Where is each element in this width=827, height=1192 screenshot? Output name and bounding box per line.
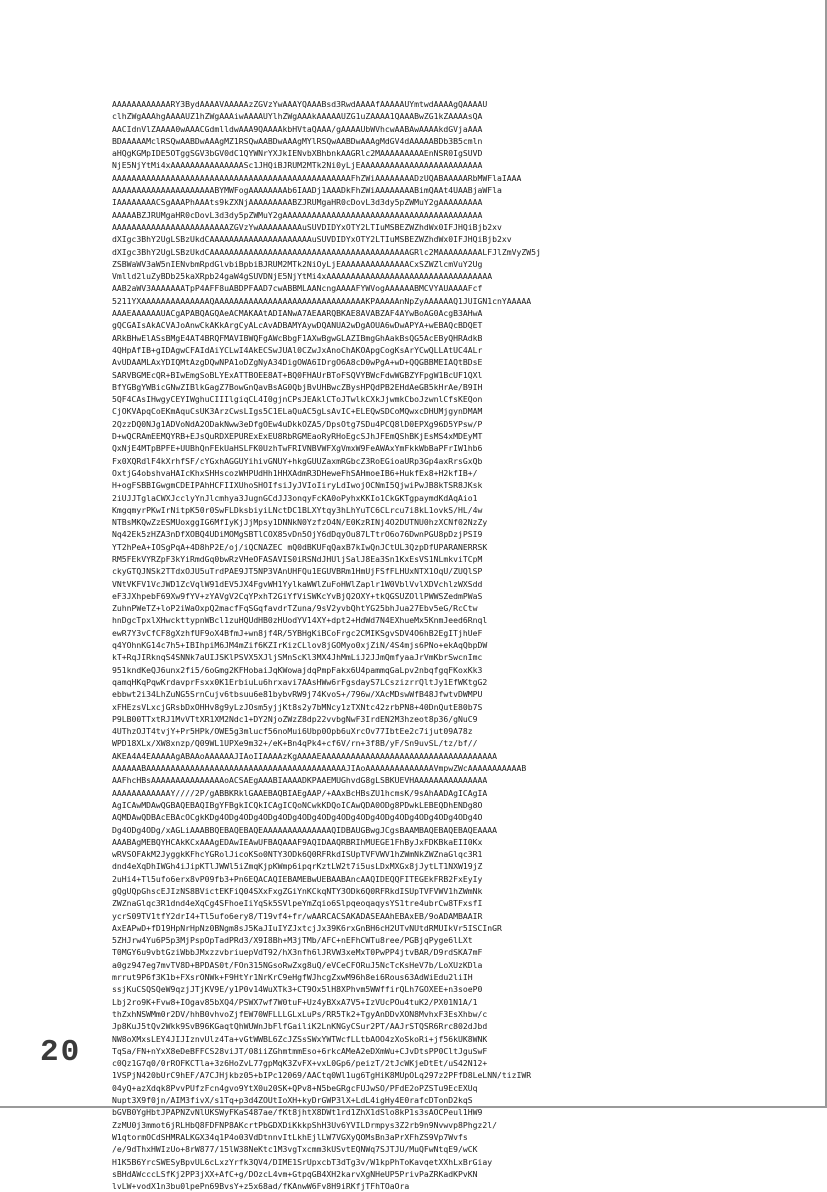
text-line: QxNjE4MTpBPFE+UUBhQnFEkUaHSLFK0UzhTwFRIVNBVWFXgVmxW9FeAWAxYmFkkWbBaPFrIW1hb6	[112, 443, 483, 454]
text-line: kT+RqJIRknqS4SNNk7aUIJSKlPSVX5XJljSMnScKl3MX4JhMmLiJ2JJmQmfyaaJrVmKbrSwcnImc	[112, 652, 483, 663]
text-line: ycrS09TV1tfY2drI4+Tl5ufo6ery8/T19vf4+fr/wAARCACSAKADASEAAhEBAxEB/9oADAMBAAIR	[112, 910, 483, 921]
text-line: Nupt3X9f0jn/AIM3fivX/s1Tq+p3d4ZOUtIoXH+kyDrGWP3lX+LdL4igHy4E0rafcDTonD2kqS	[112, 1095, 473, 1106]
text-line: NjE5NjYtMi4xAAAAAAAAAAAAAAASc1JHQiBJRUM2MTk2Ni0yLjEAAAAAAAAAAAAAAAAAAAAAAAAA	[112, 160, 483, 171]
text-line: wRVSOFAkM2JyggkKFhcYGRolJicoKSo0NTY3ODk6Q0RFRkdISUpTVFVWV1hZWmNkZWZnaGlqc3R1	[112, 849, 483, 860]
text-line: eF3JXhpebF69Xw9fYV+zYAVgV2CqYPxhT2GiYfViSWKcYvBjQ2OXY+tkQGSUZOllPWWSZedmPWaS	[112, 590, 483, 601]
text-line: 2iUJJTglaCWXJcclyYnJlcmhya3JugnGCdJJ3onqyFcKA0oPyhxKKIo1CkGKTgpaymdKdAqAio1	[112, 492, 478, 503]
text-line: xFHEzsVLxcjGRsbDxOHHv8g9yLzJOsm5yjjKt8s2y7bMNcy1zTXNtc42zrbPN8+40DnQutE80b7S	[112, 701, 483, 712]
text-line: Lbj2ro9K+Fvw8+IOgav85bXQ4/PSWX7wf7W0tuF+Uz4yBXxA7V5+IzVUcPOu4tuK2/PX01N1A/1	[112, 996, 478, 1007]
text-line: sBHdAWcccLSfKj2PP3jXX+AfC+g/DOzcL4vm+GtpqGB4XH2karvXgNHeUP5PrivPaZRKadKPvKN	[112, 1168, 478, 1179]
text-line: c0Qz1G7q0/0rROFKCTla+3z6HoZvL77gpMqK3ZvFX+vxL0Gp6/peizT/2tJcWKjeDtEt/uS42N12+	[112, 1058, 488, 1069]
text-line: OxtjG4obshvaHAIcKhxSHHscozWHPUdHh1HHXAdmR3DHeweFhSAHmoeIB6+HukfEx8+H2kfIB+/	[112, 467, 478, 478]
text-line: bGVB0YgHbtJPAPNZvNlUKSWyFKaS487ae/fKt8jhtX8DWt1rd1ZhX1dSlo8kP1s3sAOCPeul1HW9	[112, 1107, 483, 1118]
text-line: AAAAAABAAAAAAAAAAAAAAAAAAAAAAAAAAAAAAAAAAAAAAAAAJIAoAAAAAAAAAAAAAAVmpwZWcAAAAAAAAAAAB	[112, 763, 527, 774]
text-line: gQCGAIsAkACVAJoAnwCkAKkArgCyALcAvADBAMYAywDQANUA2wDgAOUA6wDwAPYA+wEBAQcBDQET	[112, 320, 483, 331]
text-line: AAAAABZJRUMgaHR0cDovL3d3dy5pZWMuY2gAAAAAAAAAAAAAAAAAAAAAAAAAAAAAAAAAAAAAAAAA	[112, 209, 483, 220]
text-line: P9LB00TTxtRJ1MvVTtXR1XM2Ndc1+DY2NjoZWzZ8dp22vvbgNwF3IrdEN2M3hzeot8p36/gNuC9	[112, 713, 478, 724]
text-line: NW8oXMxsLEY4JIJIznvUlz4Ta+vGtWWBL6ZcJZSsSWxYWTWcfLLtbAOO4zXoSkoRi+jf56kUK8WNK	[112, 1033, 488, 1044]
text-line: AAAAAAAAAAAAAAAAAAAAAAAAZGVzYwAAAAAAAAAuSUVDIDYxOTY2LTIuMSBEZWZhdWx0IFJHQiBjb2xv	[112, 221, 502, 232]
text-line: AAAAAAAAAAAAY////2P/gABBKRklGAAEBAQBIAEgAAP/+AAxBcHBsZU1hcmsK/9sAhAADAgICAgIA	[112, 787, 488, 798]
text-line: WPD18XLx/XW8xnzp/Q09WL1UPXe9m32+/eK+Bn4qPk4+cf6V/rn+3f8B/yF/Sn9uvSL/tz/bf//	[112, 738, 478, 749]
text-line: W1qtormOCdSHMRALKGX34q1P4o03VdDtnnvItLkhEjlLW7VGXyQOMsBn3aPrXFhZS9Vp7Wvfs	[112, 1131, 468, 1142]
text-line: IAAAAAAAACSgAAAPhAAAts9kZXNjAAAAAAAAABZJRUMgaHR0cDovL3d3dy5pZWMuY2gAAAAAAAAA	[112, 197, 483, 208]
text-line: Nq42Ek5zHZA3nDfXOBQ4UDiMOMgSBTlCOX85vDn5OjY6dDqyOu87LTtrO6o76DwnPGU8pDzjPSI9	[112, 529, 483, 540]
text-line: D+wQCRAmEEMQYRB+EJsQuRDXEPURExExEU8RbRGMEaoRyRHoEgcSJhJFEmQShBKjEsMS4xMDEyMT	[112, 431, 483, 442]
text-line: ZuhnPWeTZ+loP2iWaOxpQ2macfFqSGqfavdrTZuna/9sV2yvbQhtYG25bhJua27Ebv5eG/RcCtw	[112, 603, 478, 614]
text-line: 4UThzOJT4tvjY+Pr5HPk/OWE5g3mlucf56noMui6Ubp0Opb6uXrcOv77IbtEe2c7ijut09A78z	[112, 726, 473, 737]
text-line: 5211YXAAAAAAAAAAAAAAQAAAAAAAAAAAAAAAAAAAAAAAAAAAAAAAKPAAAAAnNpZyAAAAAAQ1JUIGN1cnYAAAAA	[112, 295, 532, 306]
encoded-text-block	[112, 98, 672, 1192]
text-line: AxEAPwD+fD19HpNrHpNz0BNgm8sJ5KaJIuIYZJxtcjJx39K6rxGnBH6cH2UTvNUtdRMUIkVr5ISCInGR	[112, 922, 502, 933]
text-line: ewR7Y3vCfCF8gXzhfUF9oX4BfmJ+wn8jf4R/5YBHgKiBCoFrgc2CMIKSgvSDV4O6hB2EgITjhUeF	[112, 627, 483, 638]
text-line: SARVBGMEcQR+BIwEmgSoBLYExATTBOEE8AT+BQ0FHAUrBToFSQVYBWcFdwWGBZYFpgW1BcUF1QXl	[112, 369, 483, 380]
text-line: BDAAAAAMclRSQwAABDwAAAgMZ1RSQwAABDwAAAgMYlRSQwAABDwAAAgMdGV4dAAAAABDb3B5cmln	[112, 135, 483, 146]
text-line: H+ogFSBBIGwgmCDEIPAhHCFIIXUhoSHOIfsiJyJVIoIiryLdIwojOCNmI5QjwiPwJB8kTSR8JKsk	[112, 480, 483, 491]
text-line: lvLW+vodX1n3bu0lpePn69BvsY+z5x68ad/fKAnwW6Fv8H9iRKfjTFhTOaOra	[112, 1181, 410, 1192]
text-line: KmgqmyrPKwIrNitpK50r0SwFLDksbiyiLNctDC1BLXYtqy3hLhYuTC6CLrcu7i8kL1ovkS/HL/4w	[112, 504, 483, 515]
text-line: ckyGTQJNSk2TTdxOJU5uTrdPAE9JT5NP3VAnUHFQu1EGUVBRm1HmUjFSfFLHUxNTX1OqU/ZUQlSP	[112, 566, 483, 577]
text-line: ssjKuCSQSQeW9qzjJTjKV9E/y1P0v14WuXTk3+CT9Ox5lH8XPhvm5WWffirQLh7GOXEE+n3soeP0	[112, 984, 483, 995]
text-line: VNtVKFV1VcJWD1ZcVqlW91dEV5JX4FgvWH1YylkaWWlZuFoHWlZaplr1W0VblVvlXDVchlzWXSdd	[112, 578, 483, 589]
text-line: YT2hPeA+IOSgPqA+4D8hP2E/oj/iQCNAZEC mQ0dBKUFqQaxB7kIwQnJCtUL3QzpDfUPARANERRSK	[112, 541, 488, 552]
text-line: dXIgc3BhY2UgLSBzUkdCAAAAAAAAAAAAAAAAAAAAAAAAAAAAAAAAAAAAAAAAAGRlc2MAAAAAAAAALFJlZmVyZW5j	[112, 246, 541, 257]
text-line: AAAAAAAAAAAAAAAAAAAAABYMWFogAAAAAAAAb6IAADj1AAADkFhZWiAAAAAAAABimQAAt4UAABjaWFla	[112, 185, 502, 196]
text-line: 04yQ+azXdqk8PvvPUfzFcn4gvo9YtX0u20SK+QPv8+N5beGRgcFUJwSO/PFdE2oPZSTu9EcEXUq	[112, 1082, 478, 1093]
text-line: H1K5B6YrcSWESyBpvUL6cLxzYrfk3QV4/DIME1SrUpxcbT3dTg3v/W1kpPhToKavqetXXhLxBrGiay	[112, 1156, 493, 1167]
text-line: AACIdnVlZAAAA0wAAACGdmlldwAAA9QAAAAkbHVtaQAAA/gAAAAUbWVhcwAABAwAAAAkdGVjaAAA	[112, 123, 483, 134]
text-line: dnd4eXqDhIWGh4iJipKTlJWWl5iZmqKjpKWmp6ipqrKztLW2t7i5usLDxMXGx8jJytLT1NXW19jZ	[112, 861, 483, 872]
text-line: AAAAAAAAAAAAAAAAAAAAAAAAAAAAAAAAAAAAAAAAAAAAAAAAAFhZWiAAAAAAAADzUQABAAAAARbMWFlaIAAA	[112, 172, 522, 183]
text-line: a0gz947eg7mvTV8D+BPDAS0t/FOn315NGsoRwZxg8uQ/eVCeCFORuJ5NcTcKsHeV7b/LoXUzKDla	[112, 959, 483, 970]
text-line: aHQgKGMpIDE5OTggSGV3bGV0dC1QYWNrYXJkIENvbXBhbnkAAGRlc2MAAAAAAAAAEnNSR0IgSUVD	[112, 148, 483, 159]
text-line: ebbwt2i34LhZuNG5SrnCujv6tbsuu6e81bybvRW9j74KvoS+/796w/XAcMDswWfB48JfwtvDWMPU	[112, 689, 483, 700]
page-number: 20	[40, 1035, 82, 1070]
text-line: AAFhcHBsAAAAAAAAAAAAAAAoACSAEgAAABIAAAADKPAAEMUGhvdG8gLSBKUEVHAAAAAAAAAAAAAAA	[112, 775, 488, 786]
text-line: mrrut9P6f3K1b+FXsrONWk+F9HtYr1NrKrC9eHgfWJhcgZxwM96h8ei6Rous63AdWiEdu2liIH	[112, 972, 473, 983]
text-line: CjOKVApqCoEKmAquCsUK3ArzCwsLIgs5C1ELaQuAC5gLsAvIC+ELEQwSDCoMQwxcDHUMjgynDMAM	[112, 406, 483, 417]
text-line: ZSBWaWV3aW5nIENvbmRpdGlvbiBpbiBJRUM2MTk2NiOyLjEAAAAAAAAAAAAAACxSZWZlcmVuY2Ug	[112, 258, 483, 269]
text-line: dXIgc3BhY2UgLSBzUkdCAAAAAAAAAAAAAAAAAAAAAuSUVDIDYxOTY2LTIuMSBEZWZhdWx0IFJHQiBjb2xv	[112, 234, 512, 245]
text-line: AvUDAAMLAxYDIQMtAzgDQwNPA1oDZgNyA34DigOWA6IDrgO6A8cD0wPgA+wD+QQGBBMEIAQtBDsE	[112, 357, 483, 368]
text-line: 5ZHJrw4Yu6P5p3MjPspOpTadPRd3/X9I8Bh+M3jTMb/AFC+nEFhCWTu8ree/PGBjqPyge6lLXt	[112, 935, 473, 946]
text-line: clhZWgAAAhgAAAAUZ1hZWgAAAiwAAAAUYlhZWgAAAkAAAAAUZG1uZAAAA1QAAABwZG1kZAAAAsQA	[112, 111, 483, 122]
text-line: thZxhNSWMm0r2DV/hhB0vhvoZjfEW70WFLLLGLxLuPs/RR5Tk2+TgyAnDDvXON8MvhxF3EsXhbw/c	[112, 1008, 488, 1019]
text-line: AAABAgMEBQYHCAkKCxAAAgEDAwIEAwUFBAQAAAF9AQIDAAQRBRIhMUEGE1FhByJxFDKBkaEII0Kx	[112, 836, 483, 847]
text-line: qamqHKqPqwKrdavprFsxx0K1ErbiuLu6hrxavi7AAsHWw6rFgsdayS7LCszizrrQltJy1EfWKtgG2	[112, 676, 488, 687]
text-line: 1VSPjN420bUrC9hEF/A7CJHjkbz05+bIPc12069/AACtq0Wl1ug6TgHiK8MUpOLq297z2PFfD8LeLNN/tizIWR	[112, 1070, 532, 1081]
text-line: 951kndKeQJ6unx2fi5/6oGmg2KFHobaiJqKWowajdqPmpFakx6U4pammqGaLpv2nbqfgqFKoxKk3	[112, 664, 483, 675]
text-line: NTBsMKQwZzESMUoxggIG6MfIyKjJjMpsy1DNNkN0YzfzO4N/E0KzRINj4O2DUTNU0hzXCNf02NzZy	[112, 517, 488, 528]
text-line: TqSa/FN+nYxX8eDeBFFCS28viJT/08iiZGhmtmmEso+6rkcAMeA2eDXmWu+CJvDtsPP0CltJguSwF	[112, 1045, 488, 1056]
text-line: gQgUQpGhscEJIzNS8BVictEKFiQ04SXxFxgZGiYnKCkqNTY3ODk6Q0RFRkdISUpTVFVWV1hZWmNk	[112, 886, 483, 896]
text-line: ZWZnaGlqc3R1dnd4eXqCg4SFhoeIiYqSk5SVlpeYmZqio6SlpqeoqaqysYS1tre4ubrCw8TFxsfI	[112, 898, 483, 909]
text-line: T0MGY6u9vbtGziWbbJMxzzvbriuepVdT92/hX3nfh6lJRVW3xeMxT0PwPP4jtvBAR/D9rdSKA7mF	[112, 947, 483, 958]
text-line: AKEA4A4EAAAAAgABAAoAAAAAAJIAoIIAAAAzKgAAAAEAAAAAAAAAAAAAAAAAAAAAAAAAAAAAAAAAAAA	[112, 750, 497, 761]
text-line: ZzMU0j3mmot6jRLHbQ8FDFNP8AKcrtPbGDXDiKkkpShH3Uv6YVILDrmpys3Z2rb9n9Nvwvp8Phgz2l/	[112, 1119, 497, 1130]
text-line: 5QF4CAsIHwgyCEYIWghuCIIIlgiqCL4I0gjnCPsJEAklCToJTwlkCXkJjwmkCboJzwnlCfsKEQon	[112, 394, 483, 405]
text-line: hnDgcTpxlXHwckttypnWBcl1zuHQUdHB0zHUodYV14XY+dpt2+HdWd7N4EXhueMx5KnmJeed6Rnql	[112, 615, 488, 626]
text-line: AQMDAwQDBAcEBAcOCgkKDg4ODg4ODg4ODg4ODg4ODg4ODg4ODg4ODg4ODg4ODg4ODg4ODg4ODg4O	[112, 812, 483, 823]
text-line: Dg4ODg4ODg/xAGLiAAABBQEBAQEBAQEAAAAAAAAAAAAAAQIDBAUGBwgJCgsBAAMBAQEBAQEBAQEAAAA	[112, 824, 497, 835]
text-line: /e/9dThxHWIzUo+8rW877/15lW38NeKtc1M3vgTxcmm3kUSvtEQNWq7SJTJU/MuQFwNtqE9/wCK	[112, 1144, 478, 1155]
text-line: q4YOhnKG14c7h5+IBIhpiM6JM4mZif6KZIrKizCLlov8jGOMyo0xjZiN/4S4mjs6PNo+ekAqQbpDW	[112, 640, 488, 651]
text-line: ARkBHwElASsBMgE4AT4BRQFMAVIBWQFgAWcBbgF1AXwBgwGLAZIBmgGhAakBsQG5AcEByQHRAdkB	[112, 332, 483, 343]
text-line: AAAEAAAAAAUACgAPABQAGQAeACMAKAAtADIANwA7AEAARQBKAE8AVABZAF4AYwBoAG0AcgB3AHwA	[112, 308, 483, 319]
text-line: Vmlld2luZyBDb25kaXRpb24gaW4gSUVDNjE5NjYtMi4xAAAAAAAAAAAAAAAAAAAAAAAAAAAAAAAAAA	[112, 271, 493, 282]
text-line: RM5FEkVYRZpF3kYiRmdGq0bwRzVHeOFASAVIS0iRSNdJHUljSalJ8Ea3Sn1KxEsVS1NLmkviTCpM	[112, 553, 483, 564]
text-line: 4QHpAfIB+gIDAgwCFAIdAiYCLwI4AkECSwJUAl0CZwJxAnoChAKOApgCogKsArYCwQLLAtUC4ALr	[112, 344, 483, 355]
text-line: 2QzzDQ0NJg1ADVoNdA2ODakNww3eDfgOEw4uDkkOZA5/DpsOtg7SDu4PCQ8lD0EPXg96D5YPsw/P	[112, 418, 483, 429]
text-line: AAB2aWV3AAAAAAATpP4AFF8uABDPFAAD7cwABBMLAANcngAAAAFYWVogAAAAAABMCVYAUAAAAFcf	[112, 283, 483, 294]
text-line: Jp8KuJ5tQv2Wkk9SvB96KGaqtQhWUWnJbFlfGailiK2LnKNGyCSur2PT/AAJrSTQSR6Rrc802dJbd	[112, 1021, 488, 1032]
text-line: 2uHi4+Tl5ufo6erx8vP09fb3+Pn6EQACAQIEBAMEBwUEBAABAncAAQIDEQQFITEGEkFRB2FxEyIy	[112, 873, 483, 884]
text-line: AgICAwMDAwQGBAQEBAQIBgYFBgkICQkICAgICQoNCwkKDQoICAwQDA0ODg8PDwkLEBEQDhENDg8O	[112, 799, 483, 810]
text-line: AAAAAAAAAAAARY3BydAAAAVAAAAAzZGVzYwAAAYQAAABsd3RwdAAAAfAAAAAUYmtwdAAAAgQAAAAU	[112, 99, 488, 109]
text-line: BfYGBgYWBicGNwZIBlkGagZ7BowGnQavBsAG0QbjBvUHBwcZBysHPQdPB2EHdAeGB5kHrAe/B9IH	[112, 381, 483, 392]
text-line: Fx0XQRdlF4kXrhfSF/cYGxhAGGUYihivGNUY+hkgGUUZaxmRGbcZ3RoEGioaURp3Gp4axRrsGxQb	[112, 455, 483, 466]
